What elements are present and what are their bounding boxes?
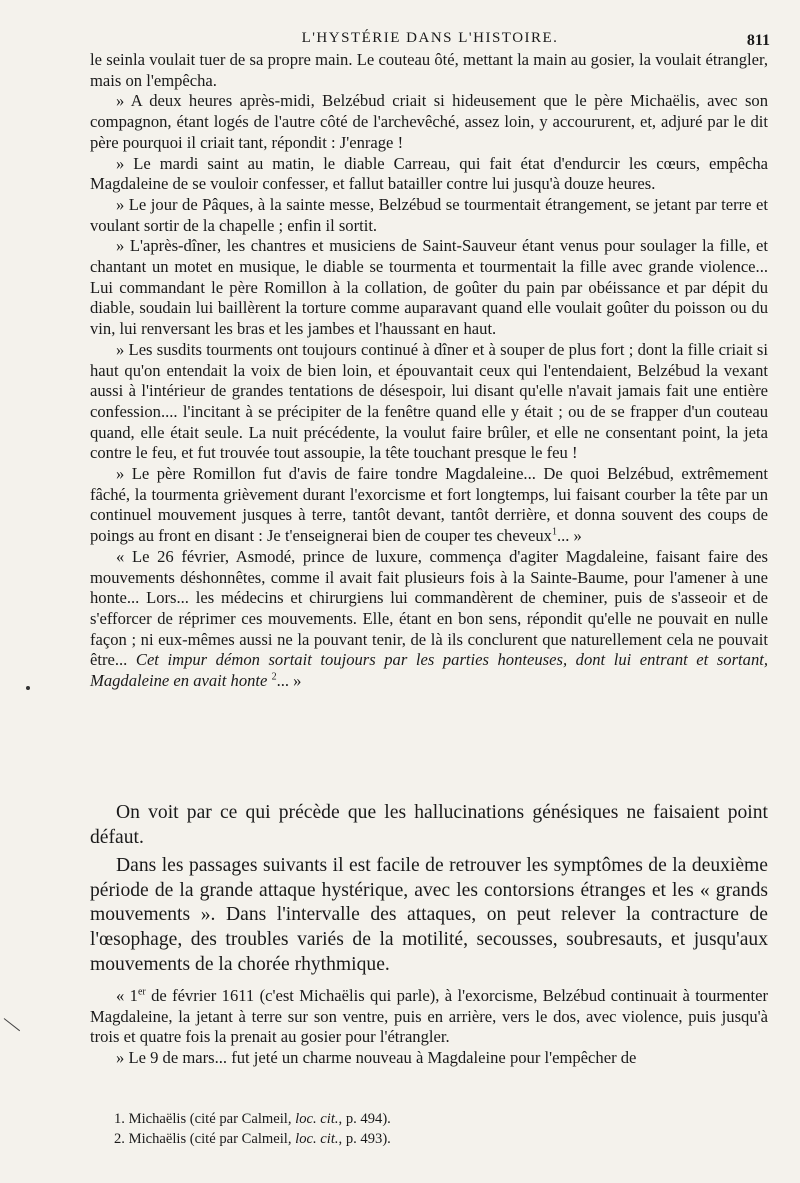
footnotes: [90, 1109, 768, 1149]
quote-paragraph-8-text: « Le 26 février, Asmodé, prince de luxure, commença d'agiter Magdaleine, faisant faire des mouvements déshonnêtes, comme il avait fait plusieurs fois à la Sainte-Baume, pour l'amener à une honte... Lors... les médecins et chirurgiens lui commandèrent de cheminer, puis de s'asseoir et de s'efforcer de réprimer ces mouvements. Elle, étant en bon sens, répondit qu'elle ne pouvait en nulle façon ; ni eux-mêmes aussi ne la pouvant tenir, de là ils conclurent que naturellement cela ne pouvait être...: [90, 546, 768, 670]
running-title: L'HYSTÉRIE DANS L'HISTOIRE.: [301, 30, 559, 46]
quote-paragraph-8-end: ... »: [276, 671, 302, 691]
quoted-passage: [90, 50, 768, 692]
quote-paragraph-6: » Les susdits tourments ont toujours continué à dîner et à souper de plus fort ; dont la fille criait si haut qu'on entendait la voix de bien loin, et épouvantait ceux qui l'entendaient, Belzébud la vexant aussi à l'intérieur de grandes tentations de désespoir, lui disant qu'elle n'avait jamais fait une entière confession.... l'incitant à se précipiter de la fenêtre quand elle y était ; ou de se frapper d'un couteau quand, elle était seule. La nuit précédente, la voulut faire brûler, et elle ne consentant point, la jeta contre le feu, et fut trouvée tout assoupie, la tête touchant presque le feu !: [90, 339, 768, 463]
footnote-2-post: p. 493).: [345, 1131, 391, 1147]
main-paragraph-2: Dans les passages suivants il est facile de retrouver les symptômes de la deuxième période de la grande attaque hystérique, avec les contorsions étranges et les « grands mouvements ». Dans l'intervalle des attaques, on peut relever la contracture de l'œsophage, des troubles variés de la motilité, secousses, soubresauts, et jusqu'aux mouvements de la chorée rhythmique.: [90, 855, 768, 975]
margin-mark-dot: [26, 686, 30, 690]
footnote-2-pre: 2. Michaëlis (cité par Calmeil,: [114, 1131, 292, 1147]
footnote-ref-1: 1: [551, 526, 557, 538]
main-paragraph-1: On voit par ce qui précède que les hallucinations génésiques ne faisaient point défaut.: [90, 802, 768, 848]
footnote-1: [90, 1109, 768, 1129]
footnote-1-pre: 1. Michaëlis (cité par Calmeil,: [114, 1111, 292, 1127]
quote-paragraph-2: » A deux heures après-midi, Belzébud criait si hideusement que le père Michaëlis, avec son compagnon, étant logés de l'autre côté de l'archevêché, assez loin, y accoururent, et, adjuré par le dit père pourquoi il criait tant, répondit : J'enrage !: [90, 91, 768, 152]
footnote-ref-2: 2: [271, 671, 277, 683]
margin-mark-tick: [4, 1018, 20, 1031]
quote-paragraph-3: » Le mardi saint au matin, le diable Carreau, qui fait état d'endurcir les cœurs, empêcha Magdaleine de se vouloir confesser, et fallut batailler contre lui jusqu'à douze heures.: [90, 153, 768, 194]
page-number: 811: [746, 32, 770, 49]
quote-paragraph-4: » Le jour de Pâques, à la sainte messe, Belzébud se tourmentait étrangement, se jetant par terre et voulant sortir de la chapelle ; enfin il sortit.: [90, 194, 768, 235]
quote-paragraph-1: le seinla voulait tuer de sa propre main. Le couteau ôté, mettant la main au gosier, la voulait étrangler, mais on l'empêcha.: [90, 50, 768, 90]
quote-paragraph-5: » L'après-dîner, les chantres et musiciens de Saint-Sauveur étant venus pour soulager la fille, et chantant un motet en musique, le diable se tourmenta et tourmentait la fille avec grande violence... Lui commandant le père Romillon à la collation, de goûter du pain par obéissance et par dépit du diable, soudain lui baillèrent la torture comme auparavant quand elle voulait goûter du poisson ou du vin, lui renversant les bras et les jambes et l'haussant en haut.: [90, 236, 768, 339]
quoted-passage-2: [90, 986, 768, 1069]
quote-paragraph-8: [90, 547, 768, 692]
quote2-open: « 1: [116, 986, 138, 1005]
quote2-ordinal: er: [137, 986, 146, 998]
quote2-paragraph-1: [90, 986, 768, 1048]
main-text: [90, 801, 768, 977]
quote-paragraph-7: [90, 464, 768, 547]
footnote-1-italic: loc. cit.: [295, 1111, 339, 1127]
running-head: [90, 30, 770, 52]
quote-paragraph-7-end: ... »: [556, 526, 582, 546]
footnote-2: 2. Michaëlis (cité par Calmeil, loc. cit., p. 493).: [114, 1131, 391, 1147]
quote2-paragraph-2: » Le 9 de mars... fut jeté un charme nouveau à Magdaleine pour l'empêcher de: [116, 1048, 637, 1068]
quote2-paragraph-1-text: de février 1611 (c'est Michaëlis qui parle), à l'exorcisme, Belzébud continuait à tourmenter Magdaleine, la jetant à terre sur son ventre, puis en arrière, vers le dos, avec violence, puis jusqu'à trois et quatre fois la prenait au gosier pour l'étrangler.: [90, 986, 768, 1047]
footnote-2-italic: loc. cit.: [295, 1131, 339, 1147]
footnote-1-post: , p. 494).: [338, 1111, 391, 1127]
quote-paragraph-8-italic: Cet impur démon sortait toujours par les parties honteuses, dont lui entrant et sortant, Magdaleine en avait honte: [90, 650, 768, 691]
quote-paragraph-7-text: » Le père Romillon fut d'avis de faire tondre Magdaleine... De quoi Belzébud, extrêmement fâché, la tourmenta grièvement durant l'exorcisme et fort longtemps, lui faisant courber la tête par un continuel mouvement jusques à terre, tantôt devant, tantôt derrière, et donna souvent des coups de poings au front en disant : Je t'enseignerai bien de couper tes cheveux: [90, 464, 768, 546]
